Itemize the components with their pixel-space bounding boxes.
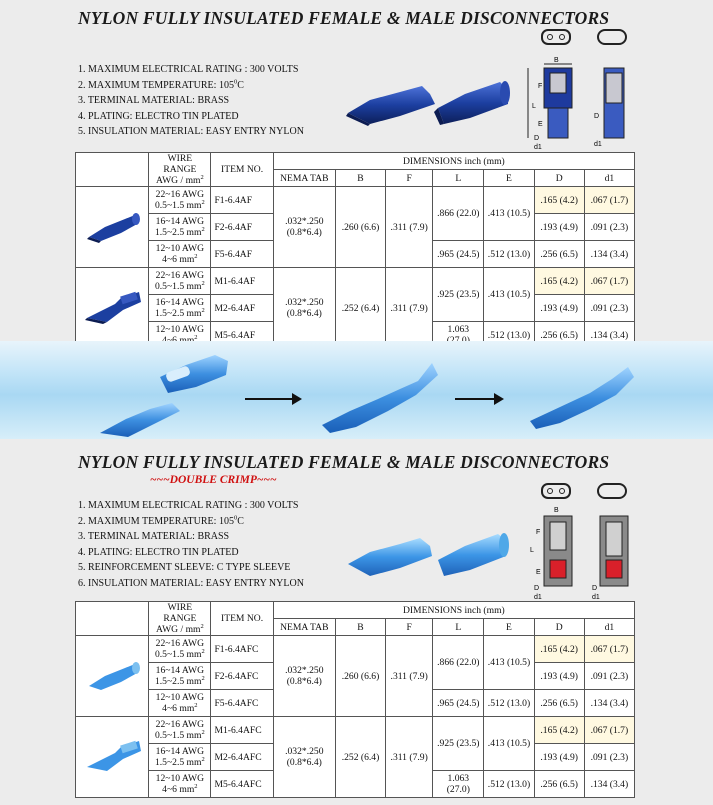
table-row: 12~10 AWG $^2$ M5-6.4AF 1.063 .512 (13.0) .256 (6.5) .134 (3.4) (76, 322, 635, 349)
male-terminal-icon (81, 737, 143, 775)
section2-subtitle: ~~~DOUBLE CRIMP~~~ (150, 474, 277, 486)
table-row: 16~14 AWG 1.5~2.5 $mm^2$ F2-6.4AFC .193 (4.9) .091 (2.3) (76, 663, 635, 690)
col-e: E (484, 170, 534, 187)
spec-item: 2. MAXIMUM TEMPERATURE: $105^0C$ (78, 514, 244, 527)
dim-label-d: D (592, 585, 598, 592)
col-d: D (534, 170, 584, 187)
technical-drawing (520, 28, 640, 153)
assembly-illustration (0, 341, 713, 439)
dim-label-d: D (534, 135, 540, 142)
col-wire-range: WIRE RANGE AWG / $mm^2$ (149, 153, 211, 187)
table-row: 22~16 AWG 0.5~1.5 $mm^2$ F1-6.4AF .032*.250 (0.8*6.4) .260 (6.6) .311 (7.9) .866 (22.0) .413 (10.5) .165 (4.2) .067 (1.7) (76, 187, 635, 214)
female-terminal-icon (100, 403, 180, 437)
spec-item: 6. INSULATION MATERIAL: EASY ENTRY NYLON (78, 577, 304, 589)
dim-label-e: E (538, 121, 543, 128)
section2-title: NYLON FULLY INSULATED FEMALE & MALE DISCONNECTORS (78, 452, 610, 472)
table-row: 22~16 AWG 0.5~1.5 $mm^2$ F1-6.4AFC .032*.250 (0.8*6.4) .260 (6.6) .311 (7.9) .866 (22.0) .413 (10.5) .165 (4.2) .067 (1.7) (76, 636, 635, 663)
table-row: 12~10 AWG 4~6 $mm^2$ F5-6.4AF .965 (24.5) .512 (13.0) .256 (6.5) .134 (3.4) (76, 241, 635, 268)
table-row: 16~14 AWG 1.5~2.5 $mm^2$ F2-6.4AF .193 (4.9) .091 (2.3) (76, 214, 635, 241)
spec-table-1 (75, 152, 635, 349)
connected-terminal-icon (530, 367, 634, 429)
spec-item: 1. MAXIMUM ELECTRICAL RATING : 300 VOLTS (78, 64, 299, 75)
male-thumb (76, 268, 149, 349)
dim-label-f: F (536, 529, 541, 536)
col-dimensions: DIMENSIONS inch (mm) (273, 153, 634, 170)
dim-label-d1: d1 (592, 594, 600, 601)
table-row: 16~14 AWG 1.5~2.5 $mm^2$ M2-6.4AF .193 (4.9) .091 (2.3) (76, 295, 635, 322)
section1-specs (78, 62, 304, 140)
table-row: 12~10 AWG 4~6 $mm^2$ F5-6.4AFC .965 (24.5) .512 (13.0) .256 (6.5) .134 (3.4) (76, 690, 635, 717)
dim-label-l: L (530, 547, 534, 554)
dim-label-d: D (594, 113, 600, 120)
table-row: 22~16 AWG 0.5~1.5 $mm^2$ M1-6.4AFC .032*.250 (0.8*6.4) .252 (6.4) .311 (7.9) .925 (23.5) .413 (10.5) .165 (4.2) .067 (1.7) (76, 717, 635, 744)
dim-label-e: E (536, 569, 541, 576)
dim-label-d1: d1 (594, 141, 602, 148)
assembly-illustration-band (0, 341, 713, 439)
technical-drawing-double-crimp (520, 482, 640, 602)
product-photo-light-blue (340, 518, 510, 580)
spec-item: 4. PLATING: ELECTRO TIN PLATED (78, 546, 239, 558)
section1-title: NYLON FULLY INSULATED FEMALE & MALE DISCONNECTORS (78, 8, 610, 28)
female-thumb (76, 636, 149, 717)
female-terminal-icon (81, 656, 143, 694)
col-nema: NEMA TAB (273, 170, 335, 187)
male-terminal-icon (81, 288, 143, 326)
male-thumb (76, 717, 149, 798)
spec-item: 5. REINFORCEMENT SLEEVE: C TYPE SLEEVE (78, 562, 291, 573)
dim-label-d: D (534, 585, 540, 592)
col-b: B (335, 170, 385, 187)
spec-item: 3. TERMINAL MATERIAL: BRASS (78, 95, 230, 106)
spec-item: 5. INSULATION MATERIAL: EASY ENTRY NYLON (78, 126, 304, 137)
dim-label-f: F (538, 83, 543, 90)
joined-terminal-icon (322, 363, 438, 433)
col-item-no: ITEM NO. (211, 153, 273, 187)
table-row: 16~14 AWG 1.5~2.5 $mm^2$ M2-6.4AFC .193 (4.9) .091 (2.3) (76, 744, 635, 771)
table-row: 12~10 AWG 4~6 $mm^2$ M5-6.4AFC 1.063 (27.0) .512 (13.0) .256 (6.5) .134 (3.4) (76, 771, 635, 798)
spec-item: 3. TERMINAL MATERIAL: BRASS (78, 531, 230, 542)
spec-item: 1. MAXIMUM ELECTRICAL RATING : 300 VOLTS (78, 500, 299, 511)
section2-specs (78, 498, 304, 591)
spec-table-2: WIRE RANGE AWG / $mm^2$ ITEM NO. DIMENSIONS inch (mm) NEMA TAB B F L E D d1 22~16 AWG 0.5~1.5 $mm^2$ F1-6.4AFC .032*.250 (0.8*6.4) .260 (6.6) .311 (7.9) .866 (22.0) .413 (10.5) .165 (4.2) .067 (1.7) 16~14 AWG 1.5~2.5 $mm^2$ F2-6.4AFC .193 (4.9) .091 (2.3) 12~10 AWG 4~6 $mm^2$ F5-6.4AFC .965 (24.5) .512 (13.0) .256 (6.5) .134 (3.4) 22~16 AWG 0.5~1.5 $mm^2$ M1-6.4AFC .032*.250 (0.8*6.4) .252 (6.4) .311 (7.9) .925 (23.5) .413 (10.5) .165 (4.2) .067 (1.7) 16~14 AWG 1.5~2.5 $mm^2$ M2-6.4AFC .193 (4.9) .091 (2.3) 12~10 AWG 4~6 $mm^2$ M5-6.4AFC 1.063 (27.0) .512 (13.0) .256 (6.5) .134 (3.4) (75, 601, 635, 798)
dim-label-d1: d1 (534, 594, 542, 601)
spec-item: 4. PLATING: ELECTRO TIN PLATED (78, 110, 239, 122)
col-d1: d1 (584, 170, 634, 187)
dim-label-l: L (532, 103, 536, 110)
col-l: L (433, 170, 484, 187)
col-f: F (386, 170, 433, 187)
table-row: 22~16 AWG 0.5~1.5 $mm^2$ M1-6.4AF .032*.250 (0.8*6.4) .252 (6.4) .311 (7.9) .925 (23.5) .413 (10.5) .165 (4.2) .067 (1.7) (76, 268, 635, 295)
dim-label-b: B (554, 57, 559, 64)
dim-label-b: B (554, 507, 559, 514)
product-photo-dark-blue (340, 68, 510, 128)
female-thumb (76, 187, 149, 268)
dim-label-d1: d1 (534, 144, 542, 151)
female-terminal-icon (81, 207, 143, 245)
spec-item: 2. MAXIMUM TEMPERATURE: $105^0C$ (78, 78, 244, 91)
